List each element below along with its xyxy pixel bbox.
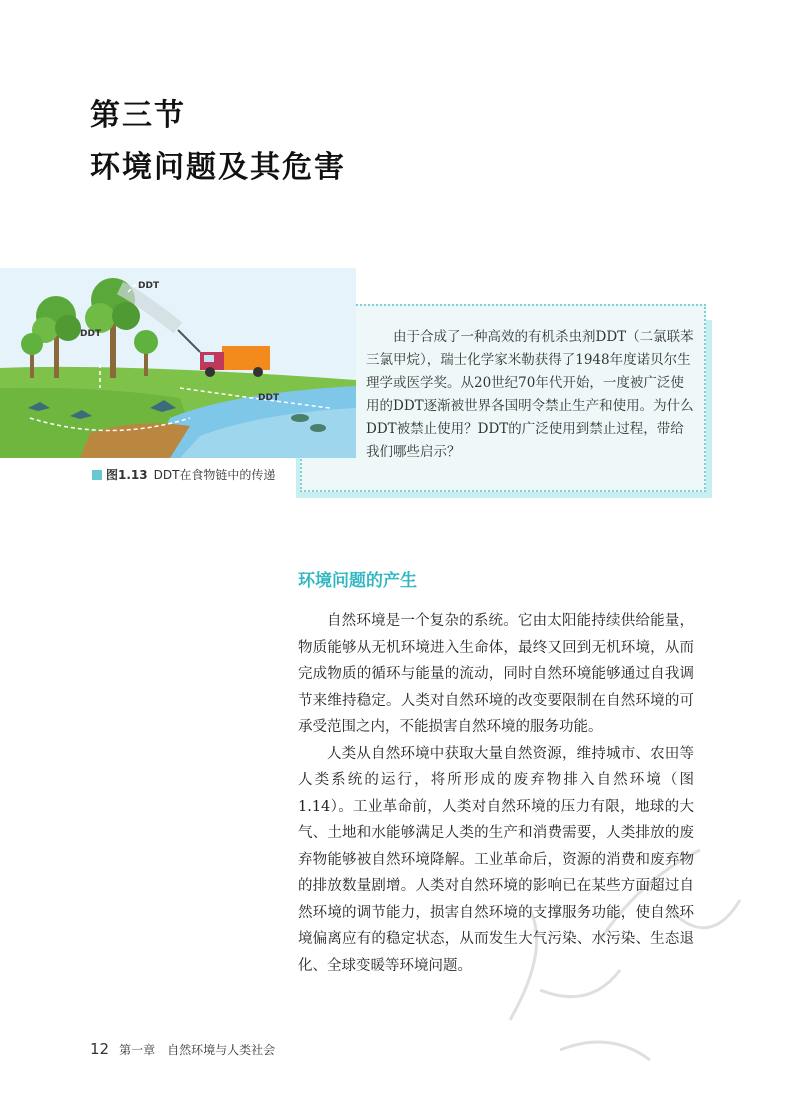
page-footer (90, 1040, 275, 1058)
figure-number: 图1.13 (106, 468, 148, 482)
ddt-label: DDT (258, 393, 280, 403)
page-number: 12 (90, 1040, 110, 1058)
figure-caption-text: DDT在食物链中的传递 (153, 468, 276, 482)
caption-square-icon (92, 470, 102, 480)
section-number: 第三节 (90, 98, 186, 133)
paragraph: 自然环境是一个复杂的系统。它由太阳能持续供给能量，物质能够从无机环境进入生命体，最终又回到无机环境，从而完成物质的循环与能量的流动，同时自然环境能够通过自我调节来维持稳定。人类对自然环境的改变要限制在自然环境的可承受范围之内，不能损害自然环境的服务功能。 (298, 613, 694, 735)
ddt-label: DDT (138, 281, 160, 291)
figure-caption (92, 466, 275, 483)
section-title: 环境问题及其危害 (90, 150, 346, 185)
chapter-title: 第一章 自然环境与人类社会 (119, 1043, 276, 1057)
ddt-label: DDT (80, 329, 102, 339)
section-subheading: 环境问题的产生 (298, 571, 417, 591)
intro-band (0, 268, 712, 498)
body-text (298, 608, 694, 979)
paragraph: 人类从自然环境中获取大量自然资源，维持城市、农田等人类系统的运行，将所形成的废弃物排入自然环境（图1.14）。工业革命前，人类对自然环境的压力有限，地球的大气、土地和水能够满足人类的生产和消费需要，人类排放的废弃物能够被自然环境降解。工业革命后，资源的消费和废弃物的排放数量剧增。人类对自然环境的影响已在某些方面超过自然环境的调节能力，损害自然环境的支撑服务功能，使自然环境偏离应有的稳定状态，从而发生大气污染、水污染、生态退化、全球变暖等环境问题。 (298, 745, 694, 974)
callout-text: 由于合成了一种高效的有机杀虫剂DDT（二氯联苯三氯甲烷），瑞士化学家米勒获得了1948年度诺贝尔生理学或医学奖。从20世纪70年代开始，一度被广泛使用的DDT逐渐被世界各国明令禁止生产和使用。为什么DDT被禁止使用？DDT的广泛使用到禁止过程，带给我们哪些启示？ (366, 329, 694, 460)
ddt-food-chain-illustration (0, 268, 356, 458)
